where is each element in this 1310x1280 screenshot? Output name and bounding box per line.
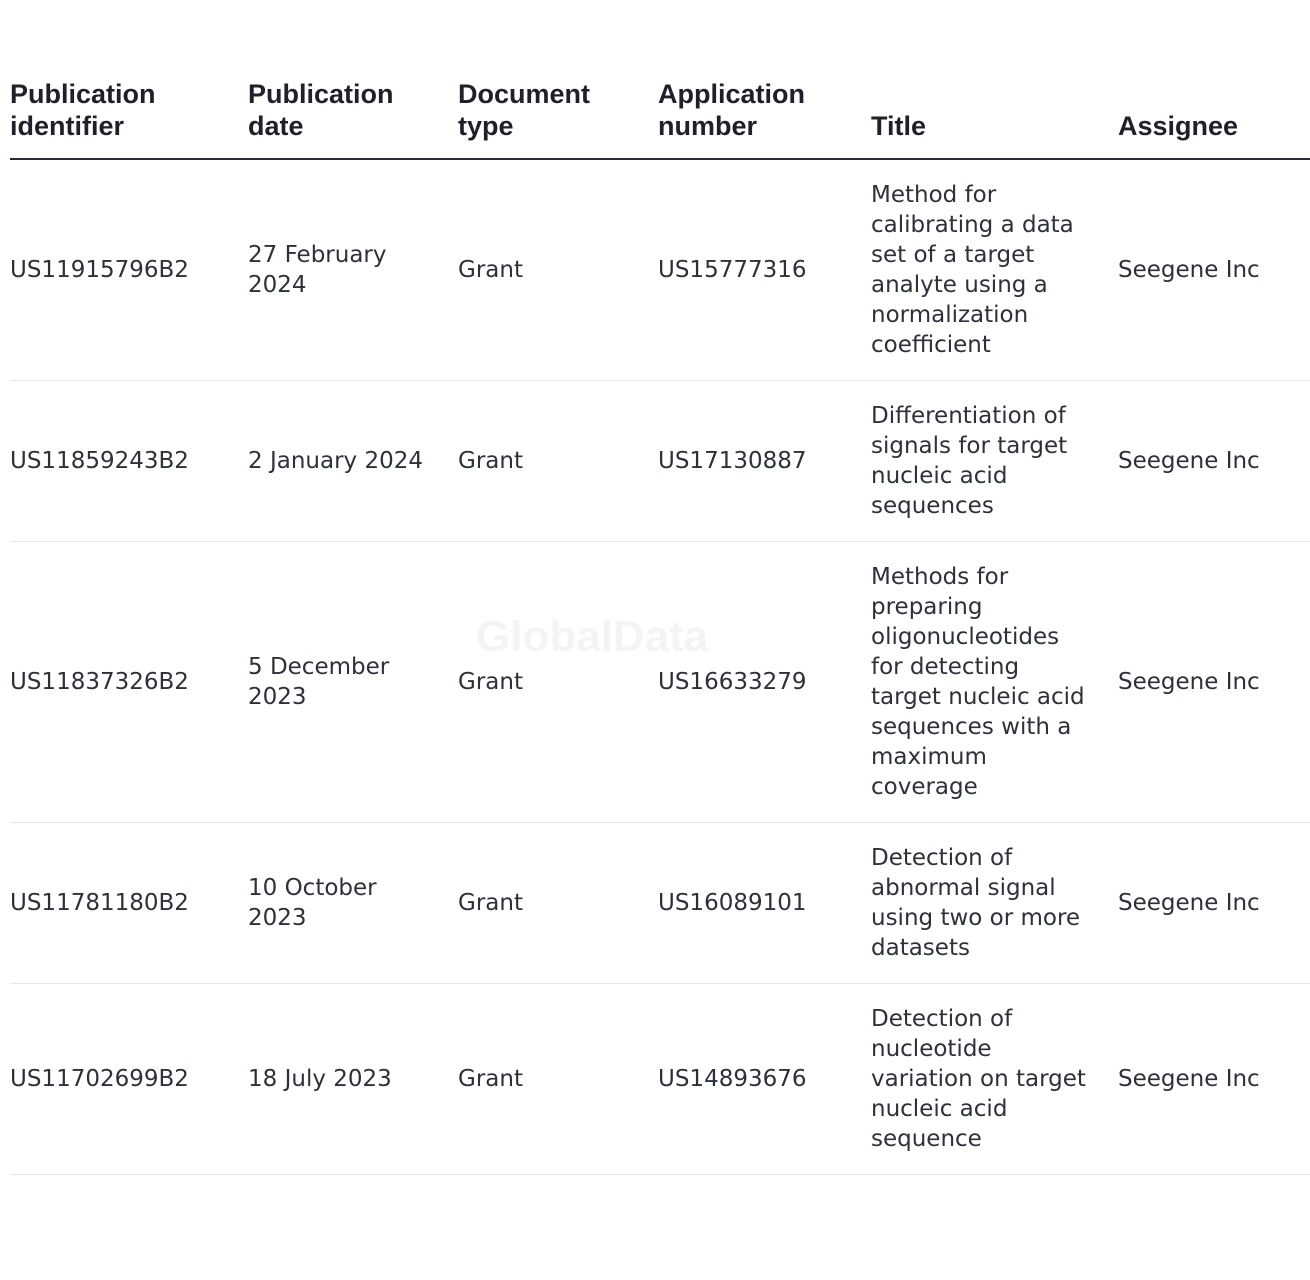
title-cell: Detection of abnormal signal using two or more datasets [871,823,1118,984]
table-row [10,381,1310,542]
header-publication-date[interactable]: Publication date [248,78,458,159]
publication-identifier-cell: US11915796B2 [10,159,248,381]
assignee-cell: Seegene Inc [1118,823,1310,984]
table-row [10,823,1310,984]
globaldata-watermark: GlobalData [476,612,709,661]
header-assignee[interactable]: Assignee [1118,78,1310,159]
header-document-type[interactable]: Document type [458,78,658,159]
document-type-cell: Grant [458,823,658,984]
publication-identifier-cell: US11837326B2 [10,542,248,823]
table-row [10,542,1310,823]
publication-date-cell: 5 December 2023 [248,542,458,823]
title-cell: Methods for preparing oligonucleotides for detecting target nucleic acid sequences with a maximum coverage [871,542,1118,823]
title-cell: Method for calibrating a data set of a target analyte using a normalization coefficient [871,159,1118,381]
publication-identifier-cell: US11859243B2 [10,381,248,542]
application-number-cell: US14893676 [658,984,871,1175]
table-row [10,159,1310,381]
title-cell: Differentiation of signals for target nucleic acid sequences [871,381,1118,542]
assignee-cell: Seegene Inc [1118,159,1310,381]
assignee-cell: Seegene Inc [1118,381,1310,542]
application-number-cell: US16089101 [658,823,871,984]
publication-date-cell: 27 February 2024 [248,159,458,381]
document-type-cell: Grant [458,542,658,823]
application-number-cell: US15777316 [658,159,871,381]
assignee-cell: Seegene Inc [1118,542,1310,823]
document-type-cell: Grant [458,159,658,381]
publication-date-cell: 18 July 2023 [248,984,458,1175]
header-publication-identifier[interactable]: Publication identifier [10,78,248,159]
application-number-cell: US16633279 [658,542,871,823]
table-header-row [10,78,1310,159]
document-type-cell: Grant [458,984,658,1175]
publication-date-cell: 10 October 2023 [248,823,458,984]
patents-table [10,78,1310,1175]
title-cell: Detection of nucleotide variation on target nucleic acid sequence [871,984,1118,1175]
publication-identifier-cell: US11781180B2 [10,823,248,984]
document-type-cell: Grant [458,381,658,542]
assignee-cell: Seegene Inc [1118,984,1310,1175]
patents-table-container [10,78,1260,1175]
publication-identifier-cell: US11702699B2 [10,984,248,1175]
publication-date-cell: 2 January 2024 [248,381,458,542]
header-title[interactable]: Title [871,78,1118,159]
table-row [10,984,1310,1175]
header-application-number[interactable]: Application number [658,78,871,159]
application-number-cell: US17130887 [658,381,871,542]
